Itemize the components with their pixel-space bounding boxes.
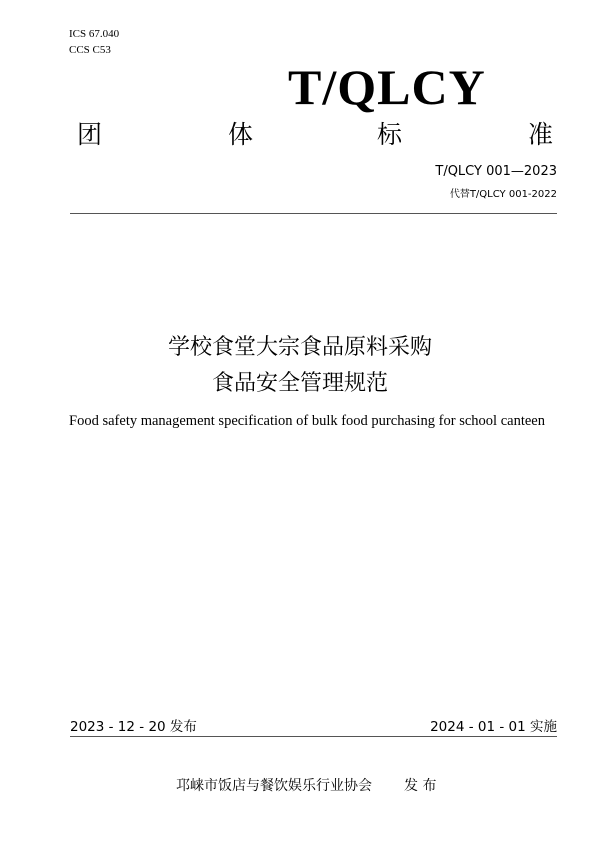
issue-date: 2023 - 12 - 20 发布 [70,719,197,735]
header-divider [70,213,557,214]
standard-type-char: 团 [77,120,103,149]
publisher: 邛崃市饭店与餐饮娱乐行业协会 [176,778,372,794]
replaces-standard: 代替T/QLCY 001-2022 [449,189,557,200]
implement-date: 2024 - 01 - 01 实施 [430,719,557,735]
standard-logo: T/QLCY [288,59,486,115]
ics-code: ICS 67.040 [69,28,120,40]
standard-type-char: 准 [528,120,554,149]
ccs-code: CCS C53 [69,44,111,56]
title-en: Food safety management specification of bulk food purchasing for school canteen [69,413,545,429]
title-cn-line-2: 食品安全管理规范 [211,371,388,396]
standard-type-char: 标 [377,120,403,149]
standard-number: T/QLCY 001—2023 [435,164,557,179]
publish-label: 发 布 [404,778,437,794]
title-cn-line-1: 学校食堂大宗食品原料采购 [167,335,432,360]
standard-type-char: 体 [228,120,254,149]
footer-divider [70,736,557,737]
